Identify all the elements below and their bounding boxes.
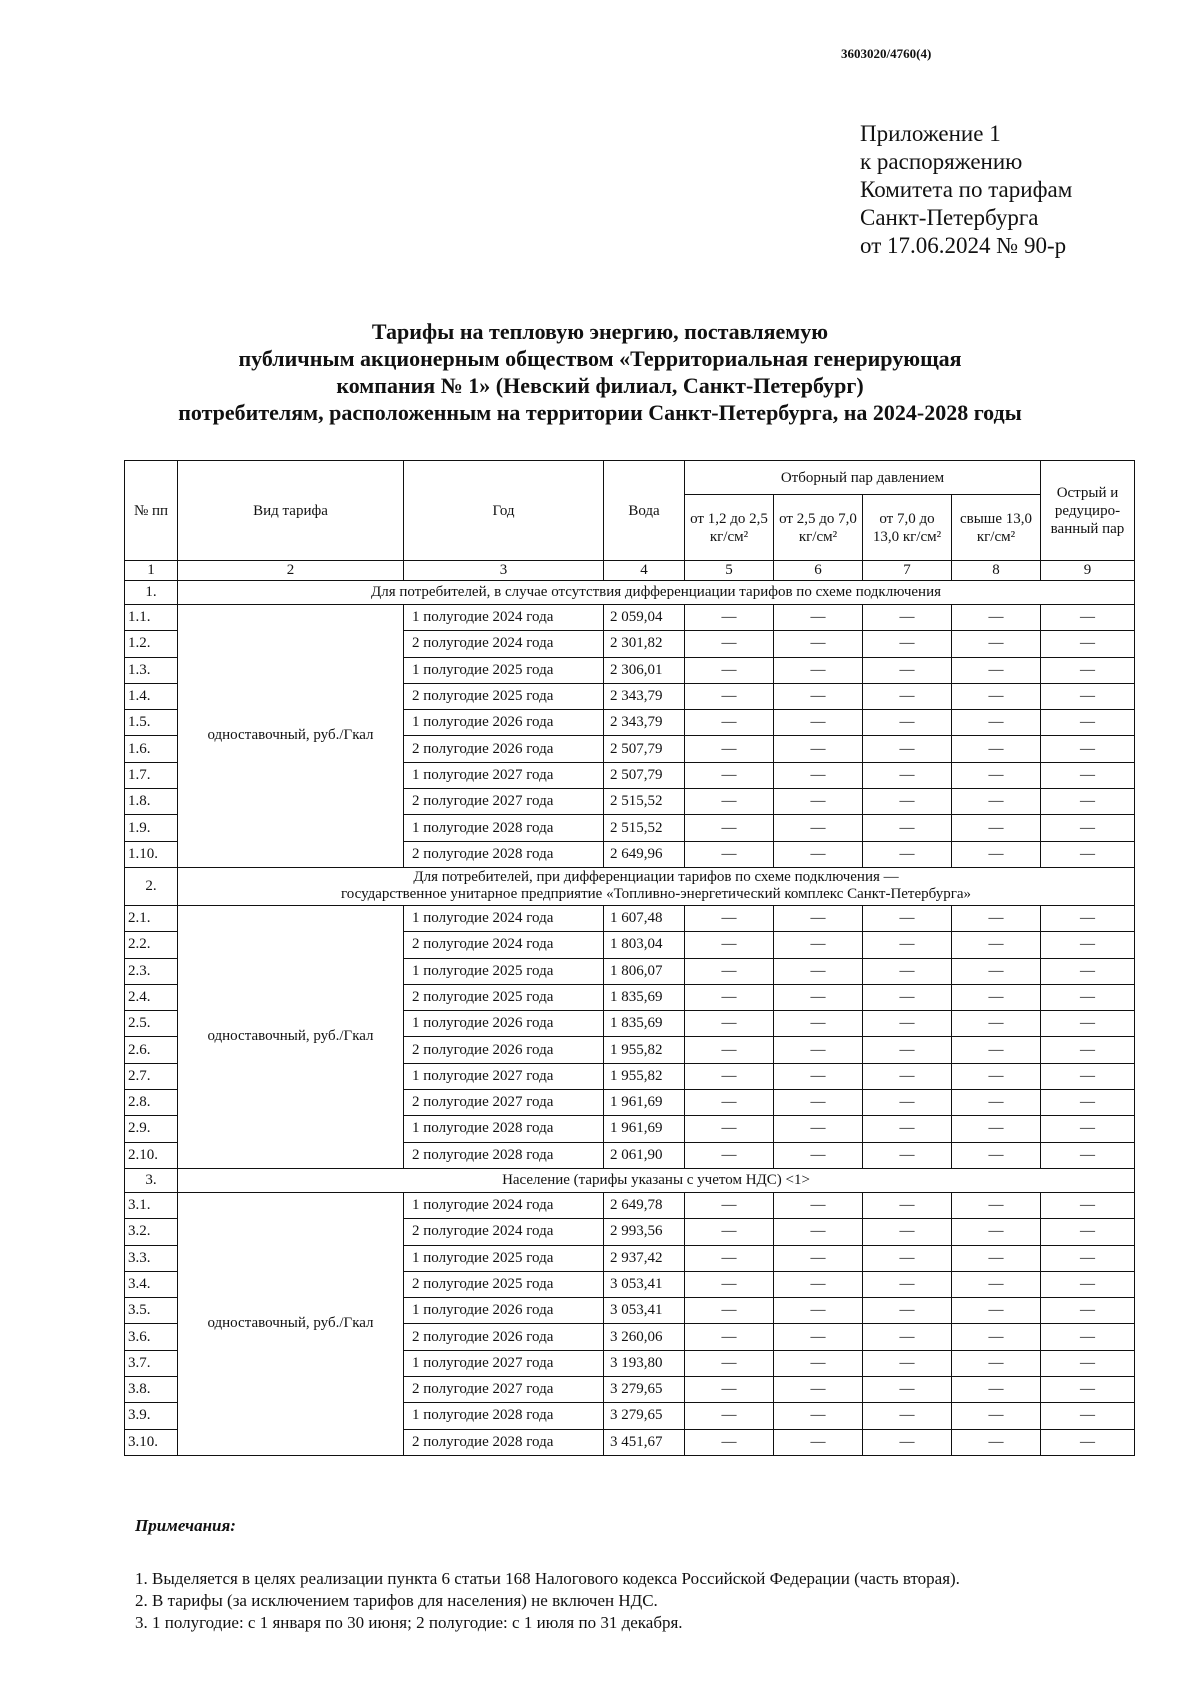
row-number: 2.6. [125, 1037, 178, 1063]
dash-cell: — [685, 1219, 774, 1245]
period: 1 полугодие 2025 года [404, 657, 604, 683]
dash-cell: — [1041, 1116, 1135, 1142]
section-number: 2. [125, 867, 178, 905]
water-tariff-value: 3 260,06 [604, 1324, 685, 1350]
dash-cell: — [685, 841, 774, 867]
dash-cell: — [1041, 1037, 1135, 1063]
row-number: 3.9. [125, 1403, 178, 1429]
dash-cell: — [952, 1192, 1041, 1218]
section-number: 3. [125, 1168, 178, 1192]
dash-cell: — [952, 631, 1041, 657]
row-number: 3.5. [125, 1298, 178, 1324]
row-number: 3.2. [125, 1219, 178, 1245]
dash-cell: — [774, 1324, 863, 1350]
row-number: 3.6. [125, 1324, 178, 1350]
column-number: 3 [404, 561, 604, 581]
water-tariff-value: 1 961,69 [604, 1116, 685, 1142]
section-title: Для потребителей, в случае отсутствия дифференциации тарифов по схеме подключения [178, 581, 1135, 605]
period: 1 полугодие 2024 года [404, 905, 604, 931]
dash-cell: — [952, 1037, 1041, 1063]
dash-cell: — [863, 1377, 952, 1403]
water-tariff-value: 3 053,41 [604, 1271, 685, 1297]
water-tariff-value: 2 993,56 [604, 1219, 685, 1245]
water-tariff-value: 2 649,96 [604, 841, 685, 867]
dash-cell: — [774, 1350, 863, 1376]
dash-cell: — [774, 905, 863, 931]
dash-cell: — [1041, 905, 1135, 931]
dash-cell: — [863, 1011, 952, 1037]
dash-cell: — [863, 1245, 952, 1271]
dash-cell: — [863, 762, 952, 788]
period: 1 полугодие 2027 года [404, 1350, 604, 1376]
title-line: компания № 1» (Невский филиал, Санкт-Петербург) [336, 373, 864, 398]
dash-cell: — [774, 605, 863, 631]
dash-cell: — [863, 657, 952, 683]
dash-cell: — [863, 1271, 952, 1297]
row-number: 1.10. [125, 841, 178, 867]
period: 1 полугодие 2026 года [404, 1298, 604, 1324]
dash-cell: — [863, 1037, 952, 1063]
dash-cell: — [952, 1429, 1041, 1455]
dash-cell: — [863, 1142, 952, 1168]
dash-cell: — [863, 1192, 952, 1218]
dash-cell: — [774, 815, 863, 841]
dash-cell: — [863, 683, 952, 709]
dash-cell: — [774, 1192, 863, 1218]
tariff-type: одноставочный, руб./Гкал [178, 905, 404, 1168]
dash-cell: — [1041, 984, 1135, 1010]
period: 1 полугодие 2026 года [404, 710, 604, 736]
column-number: 1 [125, 561, 178, 581]
dash-cell: — [685, 1429, 774, 1455]
dash-cell: — [685, 932, 774, 958]
document-title [100, 318, 1100, 426]
column-number: 8 [952, 561, 1041, 581]
water-tariff-value: 3 053,41 [604, 1298, 685, 1324]
dash-cell: — [952, 1245, 1041, 1271]
dash-cell: — [685, 905, 774, 931]
row-number: 2.7. [125, 1063, 178, 1089]
title-line: потребителям, расположенным на территории Санкт-Петербурга, на 2024-2028 годы [178, 400, 1022, 425]
dash-cell: — [1041, 1298, 1135, 1324]
dash-cell: — [1041, 932, 1135, 958]
dash-cell: — [1041, 683, 1135, 709]
dash-cell: — [685, 789, 774, 815]
row-number: 1.1. [125, 605, 178, 631]
dash-cell: — [1041, 1063, 1135, 1089]
dash-cell: — [863, 1298, 952, 1324]
dash-cell: — [863, 1324, 952, 1350]
water-tariff-value: 2 507,79 [604, 762, 685, 788]
column-number: 2 [178, 561, 404, 581]
dash-cell: — [774, 1090, 863, 1116]
dash-cell: — [1041, 736, 1135, 762]
section-title-line: Для потребителей, при дифференциации тарифов по схеме подключения — [413, 869, 899, 886]
dash-cell: — [685, 1403, 774, 1429]
dash-cell: — [774, 631, 863, 657]
dash-cell: — [685, 1298, 774, 1324]
dash-cell: — [774, 1142, 863, 1168]
table-row [125, 605, 1135, 631]
dash-cell: — [685, 1192, 774, 1218]
period: 2 полугодие 2027 года [404, 789, 604, 815]
water-tariff-value: 1 955,82 [604, 1037, 685, 1063]
dash-cell: — [952, 815, 1041, 841]
header-pressure-2: от 2,5 до 7,0 кг/см² [774, 495, 863, 561]
period: 2 полугодие 2024 года [404, 631, 604, 657]
row-number: 2.3. [125, 958, 178, 984]
section-title [178, 867, 1135, 905]
appendix-line: Комитета по тарифам [860, 177, 1073, 202]
dash-cell: — [1041, 1192, 1135, 1218]
water-tariff-value: 1 803,04 [604, 932, 685, 958]
appendix-line: к распоряжению [860, 149, 1023, 174]
row-number: 1.8. [125, 789, 178, 815]
dash-cell: — [863, 1116, 952, 1142]
row-number: 1.9. [125, 815, 178, 841]
row-number: 1.6. [125, 736, 178, 762]
water-tariff-value: 2 937,42 [604, 1245, 685, 1271]
dash-cell: — [1041, 631, 1135, 657]
note-item: 3. 1 полугодие: с 1 января по 30 июня; 2 полугодие: с 1 июля по 31 декабря. [135, 1613, 683, 1632]
dash-cell: — [863, 789, 952, 815]
dash-cell: — [863, 631, 952, 657]
dash-cell: — [774, 789, 863, 815]
header-tariff-type: Вид тарифа [178, 461, 404, 561]
water-tariff-value: 2 306,01 [604, 657, 685, 683]
section-title-line: государственное унитарное предприятие «Топливно-энергетический комплекс Санкт-Петербурга» [340, 886, 972, 903]
dash-cell: — [1041, 657, 1135, 683]
dash-cell: — [952, 1219, 1041, 1245]
tariff-type: одноставочный, руб./Гкал [178, 1192, 404, 1455]
period: 2 полугодие 2025 года [404, 1271, 604, 1297]
dash-cell: — [952, 905, 1041, 931]
row-number: 3.8. [125, 1377, 178, 1403]
dash-cell: — [774, 1245, 863, 1271]
dash-cell: — [685, 1245, 774, 1271]
dash-cell: — [774, 984, 863, 1010]
dash-cell: — [863, 815, 952, 841]
dash-cell: — [774, 1271, 863, 1297]
water-tariff-value: 2 515,52 [604, 789, 685, 815]
title-line: публичным акционерным обществом «Территориальная генерирующая [238, 346, 962, 371]
row-number: 3.7. [125, 1350, 178, 1376]
dash-cell: — [685, 1116, 774, 1142]
dash-cell: — [952, 605, 1041, 631]
water-tariff-value: 3 279,65 [604, 1403, 685, 1429]
dash-cell: — [952, 1090, 1041, 1116]
dash-cell: — [774, 1429, 863, 1455]
period: 2 полугодие 2027 года [404, 1377, 604, 1403]
period: 2 полугодие 2024 года [404, 932, 604, 958]
dash-cell: — [685, 1324, 774, 1350]
header-pressure-4: свыше 13,0 кг/см² [952, 495, 1041, 561]
dash-cell: — [952, 1142, 1041, 1168]
column-number: 5 [685, 561, 774, 581]
section-header-row [125, 581, 1135, 605]
notes-block [135, 1516, 960, 1634]
row-number: 2.1. [125, 905, 178, 931]
dash-cell: — [863, 932, 952, 958]
dash-cell: — [863, 1090, 952, 1116]
section-number: 1. [125, 581, 178, 605]
table-row [125, 905, 1135, 931]
water-tariff-value: 2 343,79 [604, 710, 685, 736]
period: 2 полугодие 2025 года [404, 984, 604, 1010]
dash-cell: — [1041, 1350, 1135, 1376]
dash-cell: — [774, 1116, 863, 1142]
dash-cell: — [863, 1350, 952, 1376]
dash-cell: — [863, 1219, 952, 1245]
dash-cell: — [1041, 1271, 1135, 1297]
water-tariff-value: 1 835,69 [604, 984, 685, 1010]
water-tariff-value: 2 343,79 [604, 683, 685, 709]
dash-cell: — [863, 841, 952, 867]
row-number: 2.4. [125, 984, 178, 1010]
period: 2 полугодие 2028 года [404, 841, 604, 867]
document-number: 3603020/4760(4) [841, 46, 932, 61]
appendix-line: Санкт-Петербурга [860, 205, 1039, 230]
dash-cell: — [685, 1090, 774, 1116]
dash-cell: — [774, 1011, 863, 1037]
dash-cell: — [952, 1116, 1041, 1142]
note-item: 2. В тарифы (за исключением тарифов для населения) не включен НДС. [135, 1591, 658, 1610]
dash-cell: — [952, 841, 1041, 867]
row-number: 1.4. [125, 683, 178, 709]
dash-cell: — [685, 657, 774, 683]
dash-cell: — [774, 1377, 863, 1403]
dash-cell: — [685, 1350, 774, 1376]
dash-cell: — [863, 1429, 952, 1455]
water-tariff-value: 3 279,65 [604, 1377, 685, 1403]
period: 1 полугодие 2027 года [404, 762, 604, 788]
column-number: 6 [774, 561, 863, 581]
dash-cell: — [685, 605, 774, 631]
row-number: 2.2. [125, 932, 178, 958]
table-row [125, 1192, 1135, 1218]
dash-cell: — [952, 683, 1041, 709]
dash-cell: — [685, 736, 774, 762]
column-number-row [125, 561, 1135, 581]
dash-cell: — [774, 1403, 863, 1429]
tariff-type: одноставочный, руб./Гкал [178, 605, 404, 868]
period: 2 полугодие 2024 года [404, 1219, 604, 1245]
dash-cell: — [1041, 815, 1135, 841]
dash-cell: — [774, 1219, 863, 1245]
period: 2 полугодие 2026 года [404, 736, 604, 762]
dash-cell: — [685, 683, 774, 709]
dash-cell: — [952, 789, 1041, 815]
dash-cell: — [1041, 1090, 1135, 1116]
dash-cell: — [1041, 762, 1135, 788]
water-tariff-value: 1 607,48 [604, 905, 685, 931]
section-header-row [125, 1168, 1135, 1192]
row-number: 3.3. [125, 1245, 178, 1271]
dash-cell: — [1041, 1142, 1135, 1168]
dash-cell: — [952, 1350, 1041, 1376]
note-item: 1. Выделяется в целях реализации пункта 6 статьи 168 Налогового кодекса Российской Федерации (часть вторая). [135, 1569, 960, 1588]
dash-cell: — [863, 1063, 952, 1089]
dash-cell: — [952, 1403, 1041, 1429]
dash-cell: — [685, 984, 774, 1010]
row-number: 2.8. [125, 1090, 178, 1116]
dash-cell: — [774, 958, 863, 984]
header-sharp-steam: Острый и редуциро-ванный пар [1041, 461, 1135, 561]
period: 2 полугодие 2026 года [404, 1037, 604, 1063]
dash-cell: — [863, 958, 952, 984]
period: 1 полугодие 2028 года [404, 1116, 604, 1142]
dash-cell: — [685, 1142, 774, 1168]
dash-cell: — [774, 1298, 863, 1324]
dash-cell: — [952, 932, 1041, 958]
header-pressure-1: от 1,2 до 2,5 кг/см² [685, 495, 774, 561]
dash-cell: — [685, 1271, 774, 1297]
row-number: 1.5. [125, 710, 178, 736]
period: 1 полугодие 2028 года [404, 1403, 604, 1429]
dash-cell: — [1041, 710, 1135, 736]
dash-cell: — [952, 710, 1041, 736]
appendix-line: от 17.06.2024 № 90-р [860, 233, 1067, 258]
dash-cell: — [1041, 789, 1135, 815]
dash-cell: — [863, 984, 952, 1010]
dash-cell: — [1041, 1429, 1135, 1455]
dash-cell: — [952, 1377, 1041, 1403]
water-tariff-value: 1 835,69 [604, 1011, 685, 1037]
dash-cell: — [1041, 1377, 1135, 1403]
row-number: 1.7. [125, 762, 178, 788]
row-number: 1.3. [125, 657, 178, 683]
column-number: 9 [1041, 561, 1135, 581]
dash-cell: — [685, 1011, 774, 1037]
dash-cell: — [952, 984, 1041, 1010]
dash-cell: — [1041, 605, 1135, 631]
dash-cell: — [774, 657, 863, 683]
dash-cell: — [774, 710, 863, 736]
appendix-block [860, 120, 1072, 260]
period: 2 полугодие 2025 года [404, 683, 604, 709]
dash-cell: — [685, 710, 774, 736]
row-number: 2.9. [125, 1116, 178, 1142]
dash-cell: — [774, 1037, 863, 1063]
water-tariff-value: 2 515,52 [604, 815, 685, 841]
water-tariff-value: 2 649,78 [604, 1192, 685, 1218]
dash-cell: — [774, 1063, 863, 1089]
dash-cell: — [1041, 958, 1135, 984]
dash-cell: — [1041, 1219, 1135, 1245]
dash-cell: — [1041, 1011, 1135, 1037]
dash-cell: — [863, 605, 952, 631]
appendix-line: Приложение 1 [860, 121, 1001, 146]
dash-cell: — [952, 958, 1041, 984]
dash-cell: — [952, 657, 1041, 683]
period: 2 полугодие 2028 года [404, 1142, 604, 1168]
dash-cell: — [863, 1403, 952, 1429]
water-tariff-value: 1 961,69 [604, 1090, 685, 1116]
dash-cell: — [1041, 1403, 1135, 1429]
water-tariff-value: 3 193,80 [604, 1350, 685, 1376]
dash-cell: — [685, 762, 774, 788]
dash-cell: — [863, 905, 952, 931]
period: 1 полугодие 2025 года [404, 1245, 604, 1271]
water-tariff-value: 2 507,79 [604, 736, 685, 762]
period: 1 полугодие 2027 года [404, 1063, 604, 1089]
dash-cell: — [685, 1037, 774, 1063]
notes-heading: Примечания: [135, 1516, 236, 1535]
dash-cell: — [952, 1271, 1041, 1297]
water-tariff-value: 2 061,90 [604, 1142, 685, 1168]
dash-cell: — [952, 762, 1041, 788]
dash-cell: — [863, 710, 952, 736]
dash-cell: — [685, 815, 774, 841]
dash-cell: — [952, 1324, 1041, 1350]
dash-cell: — [685, 631, 774, 657]
dash-cell: — [952, 736, 1041, 762]
row-number: 2.10. [125, 1142, 178, 1168]
row-number: 1.2. [125, 631, 178, 657]
dash-cell: — [774, 736, 863, 762]
header-water: Вода [604, 461, 685, 561]
dash-cell: — [774, 932, 863, 958]
water-tariff-value: 2 059,04 [604, 605, 685, 631]
dash-cell: — [952, 1298, 1041, 1324]
period: 1 полугодие 2026 года [404, 1011, 604, 1037]
water-tariff-value: 2 301,82 [604, 631, 685, 657]
period: 2 полугодие 2027 года [404, 1090, 604, 1116]
dash-cell: — [952, 1063, 1041, 1089]
water-tariff-value: 1 806,07 [604, 958, 685, 984]
period: 1 полугодие 2025 года [404, 958, 604, 984]
tariff-table [124, 460, 1135, 1456]
row-number: 3.1. [125, 1192, 178, 1218]
dash-cell: — [774, 683, 863, 709]
title-line: Тарифы на тепловую энергию, поставляемую [371, 319, 829, 344]
dash-cell: — [1041, 1324, 1135, 1350]
header-year: Год [404, 461, 604, 561]
section-title: Население (тарифы указаны с учетом НДС) <1> [178, 1168, 1135, 1192]
period: 1 полугодие 2024 года [404, 605, 604, 631]
period: 1 полугодие 2028 года [404, 815, 604, 841]
period: 1 полугодие 2024 года [404, 1192, 604, 1218]
dash-cell: — [685, 1377, 774, 1403]
dash-cell: — [774, 841, 863, 867]
dash-cell: — [863, 736, 952, 762]
header-no: № пп [125, 461, 178, 561]
period: 2 полугодие 2026 года [404, 1324, 604, 1350]
section-header-row [125, 867, 1135, 905]
row-number: 3.4. [125, 1271, 178, 1297]
dash-cell: — [952, 1011, 1041, 1037]
dash-cell: — [774, 762, 863, 788]
dash-cell: — [685, 1063, 774, 1089]
header-pressure-3: от 7,0 до 13,0 кг/см² [863, 495, 952, 561]
column-number: 4 [604, 561, 685, 581]
period: 2 полугодие 2028 года [404, 1429, 604, 1455]
row-number: 3.10. [125, 1429, 178, 1455]
dash-cell: — [1041, 1245, 1135, 1271]
column-number: 7 [863, 561, 952, 581]
row-number: 2.5. [125, 1011, 178, 1037]
dash-cell: — [685, 958, 774, 984]
water-tariff-value: 3 451,67 [604, 1429, 685, 1455]
water-tariff-value: 1 955,82 [604, 1063, 685, 1089]
header-steam-group: Отборный пар давлением [685, 461, 1041, 495]
dash-cell: — [1041, 841, 1135, 867]
